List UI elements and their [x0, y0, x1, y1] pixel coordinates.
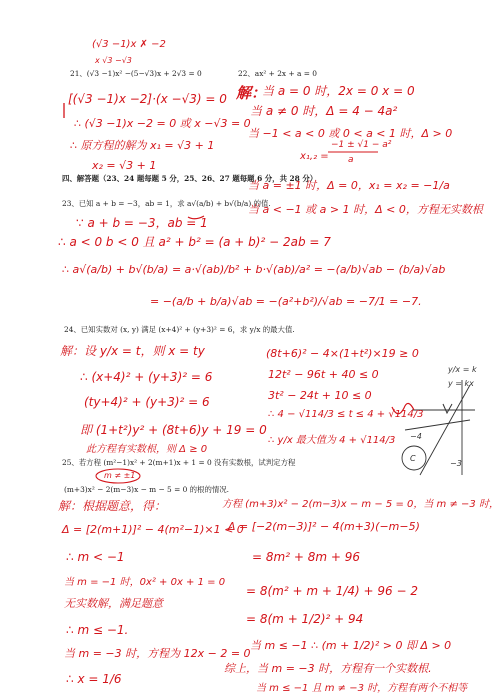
q21-line-2: ∴ (√3 −1)x −2 = 0 或 x −√3 = 0 — [74, 117, 251, 130]
q24-graph-label-3: −4 — [410, 432, 422, 441]
q25-right-8: 当 m ≤ −1 且 m ≠ −3 时，方程有两个不相等 — [256, 683, 468, 694]
q21-line-4: x₂ = √3 + 1 — [92, 159, 157, 172]
q22-solution-label: 解： — [236, 84, 267, 102]
q24-graph-label-2: y = kx — [448, 379, 474, 388]
q25-left-1: 解：根据题意，得： — [58, 499, 167, 513]
section-4-title: 四、解答题（23、24 题每题 5 分，25、26、27 题每题 6 分，共 28 分） — [62, 174, 318, 183]
q22-line-1: 当 a = 0 时，2x = 0 x = 0 — [262, 84, 415, 98]
q24-right-4: ∴ 4 − √114/3 ≤ t ≤ 4 + √114/3 — [268, 409, 424, 420]
q25-right-1: 方程 (m+3)x² − 2(m−3)x − m − 5 = 0，当 m ≠ −3 时， — [222, 499, 499, 510]
q24-line-5: 此方程有实数根，则 Δ ≥ 0 — [86, 444, 208, 455]
q25-stem: 25、若方程 (m²−1)x² + 2(m+1)x + 1 = 0 没有实数根，试判定方程 — [62, 458, 296, 467]
q24-stem: 24、已知实数对 (x, y) 满足 (x+4)² + (y+3)² = 6，求 y/x 的最大值. — [64, 325, 295, 334]
q25-left-6: ∴ m ≤ −1. — [66, 623, 129, 637]
q25-left-2: Δ = [2(m+1)]² − 4(m²−1)×1 < 0 — [62, 523, 244, 536]
top-fragment-2: x √3 −√3 — [95, 56, 132, 65]
q25-left-7: 当 m = −3 时，方程为 12x − 2 = 0 — [64, 647, 251, 660]
q21-stem: 21、(√3 −1)x² −(5−√3)x + 2√3 = 0 — [70, 69, 202, 78]
q23-line-1: ∵ a + b = −3，ab = 1 — [76, 216, 208, 230]
q25-stem-2: (m+3)x² − 2(m−3)x − m − 5 = 0 的根的情况. — [64, 485, 229, 494]
q25-right-5: = 8(m + 1/2)² + 94 — [246, 612, 364, 626]
q24-line-3: (ty+4)² + (y+3)² = 6 — [84, 395, 210, 409]
q25-right-2: Δ = [−2(m−3)]² − 4(m+3)(−m−5) — [228, 520, 420, 533]
q21-line-1: [(√3 −1)x −2]·(x −√3) = 0 — [68, 92, 227, 106]
q25-right-4: = 8(m² + m + 1/4) + 96 − 2 — [246, 584, 419, 598]
q23-stem: 23、已知 a + b = −3，ab = 1，求 a√(a/b) + b√(b/a) 的值. — [62, 199, 271, 208]
q23-line-2: ∴ a < 0 b < 0 且 a² + b² = (a + b)² − 2ab = 7 — [58, 235, 331, 249]
q24-graph-label-1: y/x = k — [448, 365, 477, 374]
q25-left-4: 当 m = −1 时，0x² + 0x + 1 = 0 — [64, 577, 226, 588]
q24-right-5: ∴ y/x 最大值为 4 + √114/3 — [268, 435, 396, 446]
q25-left-8: ∴ x = 1/6 — [66, 672, 122, 686]
q23-line-3: ∴ a√(a/b) + b√(b/a) = a·√(ab)/b² + b·√(ab)/a² = −(a/b)√ab − (b/a)√ab — [62, 263, 446, 276]
q21-line-3: ∴ 原方程的解为 x₁ = √3 + 1 — [70, 139, 215, 152]
q24-line-4: 即 (1+t²)y² + (8t+6)y + 19 = 0 — [80, 423, 267, 437]
q24-graph-label-4: −3 — [450, 459, 462, 468]
q22-line-5: 当 a = ±1 时，Δ = 0，x₁ = x₂ = −1/a — [248, 179, 450, 192]
q22-line-4-prefix: x₁,₂ = — [300, 151, 329, 162]
q25-left-3: ∴ m < −1 — [66, 550, 125, 564]
q24-right-1: (8t+6)² − 4×(1+t²)×19 ≥ 0 — [266, 347, 419, 360]
q22-line-2: 当 a ≠ 0 时，Δ = 4 − 4a² — [250, 104, 398, 118]
q24-right-3: 3t² − 24t + 10 ≤ 0 — [268, 389, 372, 402]
q22-line-3: 当 −1 < a < 0 或 0 < a < 1 时，Δ > 0 — [248, 127, 453, 140]
q25-right-3: = 8m² + 8m + 96 — [252, 550, 360, 564]
q22-line-4-denominator: a — [348, 155, 354, 165]
q24-graph-label-5: C — [410, 454, 416, 463]
q25-right-6: 当 m ≤ −1 ∴ (m + 1/2)² > 0 即 Δ > 0 — [250, 639, 452, 652]
q22-line-4-numerator: −1 ± √1 − a² — [331, 140, 392, 150]
q22-line-6: 当 a < −1 或 a > 1 时，Δ < 0，方程无实数根 — [248, 203, 483, 216]
q25-right-7: 综上，当 m = −3 时，方程有一个实数根. — [224, 662, 432, 675]
q24-line-1: 解：设 y/x = t，则 x = ty — [60, 344, 205, 358]
q24-line-2: ∴ (x+4)² + (y+3)² = 6 — [80, 370, 213, 384]
q23-line-4: = −(a/b + b/a)√ab = −(a²+b²)/√ab = −7/1 = −7. — [150, 295, 422, 308]
q24-right-2: 12t² − 96t + 40 ≤ 0 — [268, 368, 379, 381]
q22-stem: 22、ax² + 2x + a = 0 — [238, 69, 317, 78]
q25-note: m ≠ ±1 — [104, 471, 136, 480]
q25-left-5: 无实数解，满足题意 — [64, 597, 163, 610]
top-fragment-1: (√3 −1)x ✗ −2 — [92, 39, 166, 50]
